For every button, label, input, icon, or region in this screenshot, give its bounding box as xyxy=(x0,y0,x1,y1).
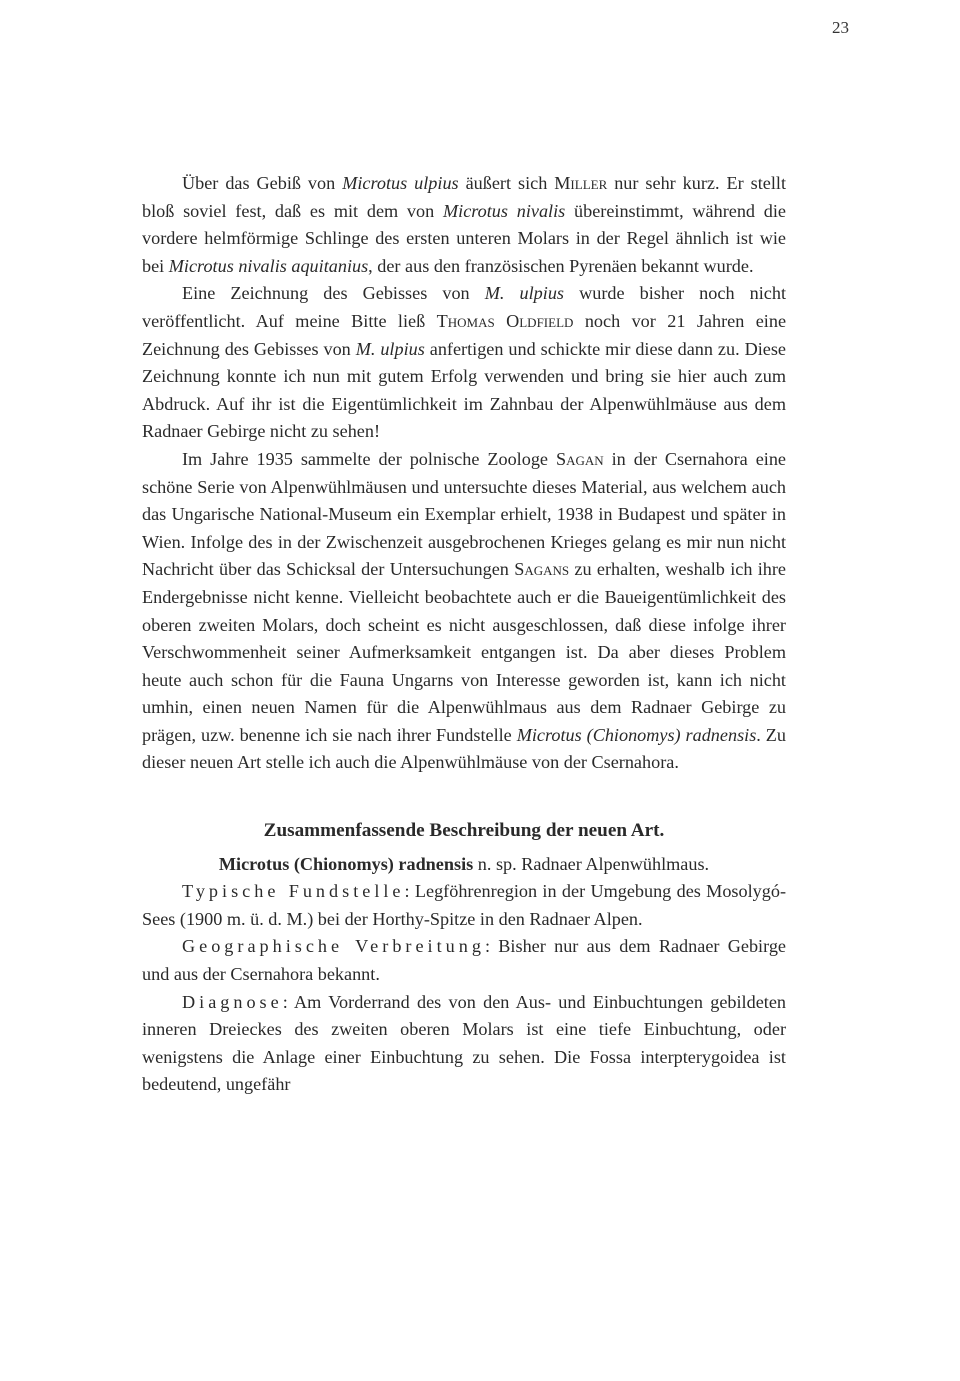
species-line xyxy=(142,851,786,879)
definition-entry xyxy=(142,989,786,1099)
italic-text: Microtus nivalis xyxy=(442,200,566,221)
small-caps-name: Sagans xyxy=(514,559,570,580)
species-name: Microtus (Chionomys) radnensis xyxy=(218,853,474,874)
definition-label: Typische Fundstelle xyxy=(182,881,405,902)
text-run: in der Csernahora eine schöne Serie von Alpenwühlmäusen und untersuchte dieses Material, aus welchem auch das Ungarische National-Museum ein Exemplar erhielt, 1938 in Budapest und später in Wien. Infolge des in der Zwischenzeit ausgebrochenen Krieges gelang es mir nun nicht Nachricht über das Schicksal der Untersuchungen xyxy=(142,448,786,580)
species-rest: n. sp. Radnaer Alpenwühlmaus. xyxy=(473,853,710,874)
text-run: übereinstimmt, während die vordere helmförmige Schlinge des ersten unteren Molars in der Regel ähnlich ist wie bei xyxy=(142,200,787,276)
text-run: nur sehr kurz. Er stellt bloß soviel fest, daß es mit dem von xyxy=(142,173,786,221)
italic-text: M. ulpius xyxy=(355,338,425,359)
page-number: 23 xyxy=(832,18,849,37)
text-run: Im Jahre 1935 sammelte der polnische Zoologe xyxy=(182,448,556,469)
text-run: noch vor 21 Jahren eine Zeichnung des Gebisses von xyxy=(142,310,787,359)
italic-text: Microtus nivalis aquitanius xyxy=(168,255,369,276)
definition-text: : Bisher nur aus dem Radnaer Gebirge und aus der Csernahora bekannt. xyxy=(142,936,787,985)
definition-label: Geographische Verbreitung xyxy=(182,936,485,957)
definition-text: : Am Vorderrand des von den Aus- und Einbuchtungen gebildeten inneren Dreieckes des zweiten oberen Molars ist eine tiefe Einbuchtung, oder wenigstens die Anlage einer Einbuchtung zu sehen. Die Fossa interpterygoidea ist bedeutend, ungefähr xyxy=(142,991,786,1095)
small-caps-name: Thomas Oldfield xyxy=(436,310,574,331)
italic-text: Microtus (Chionomys) radnensis xyxy=(516,724,757,745)
text-run: wurde bisher noch nicht veröffentlicht. Auf meine Bitte ließ xyxy=(142,283,786,331)
paragraph xyxy=(142,280,786,446)
definition-label: Diagnose xyxy=(182,991,283,1012)
text-run: zu erhalten, weshalb ich ihre Endergebnisse nicht kenne. Vielleicht beobachtete auch er die Baueigentümlichkeit des oberen zweiten Molars, doch scheint es nicht ausgeschlossen, daß diese infolge ihrer Verschwommenheit seiner Aufmerksamkeit entgangen ist. Da aber dieses Problem heute auch schon für die Fauna Ungarns von Interesse geworden ist, kann ich nicht umhin, einen neuen Namen für die Alpenwühlmaus aus dem Radnaer Gebirge zu prägen, uzw. benenne ich sie nach ihrer Fundstelle xyxy=(142,559,786,745)
text-run: anfertigen und schickte mir diese dann zu. Diese Zeichnung konnte ich nun mit gutem Erfolg verwenden und bring sie hier auch zum Abdruck. Auf ihr ist die Eigentümlichkeit im Zahnbau der Alpenwühlmäuse aus dem Radnaer Gebirge nicht zu sehen! xyxy=(142,338,786,442)
text-run: , der aus den französischen Pyrenäen bekannt wurde. xyxy=(368,255,754,276)
paragraphs xyxy=(142,170,786,777)
text-run: . Zu dieser neuen Art stelle ich auch die Alpenwühlmäuse von der Csernahora. xyxy=(142,724,786,773)
body-text xyxy=(142,170,786,1099)
definitions xyxy=(142,878,786,1099)
definition-entry xyxy=(142,933,786,988)
italic-text: Microtus ulpius xyxy=(342,173,459,193)
paragraph xyxy=(142,446,786,777)
small-caps-name: Sagan xyxy=(555,448,604,469)
text-run: Eine Zeichnung des Gebisses von xyxy=(182,283,485,304)
text-run: äußert sich xyxy=(458,173,555,193)
small-caps-name: Miller xyxy=(554,173,608,193)
text-run: Über das Gebiß von xyxy=(182,173,343,193)
definition-text: : Legföhrenregion in der Umgebung des Mosolygó-Sees (1900 m. ü. d. M.) bei der Horthy-Spitze in den Radnaer Alpen. xyxy=(142,881,786,929)
section-heading: Zusammenfassende Beschreibung der neuen Art. xyxy=(263,820,665,842)
definition-entry xyxy=(142,878,786,933)
italic-text: M. ulpius xyxy=(484,283,565,304)
paragraph xyxy=(142,170,786,280)
